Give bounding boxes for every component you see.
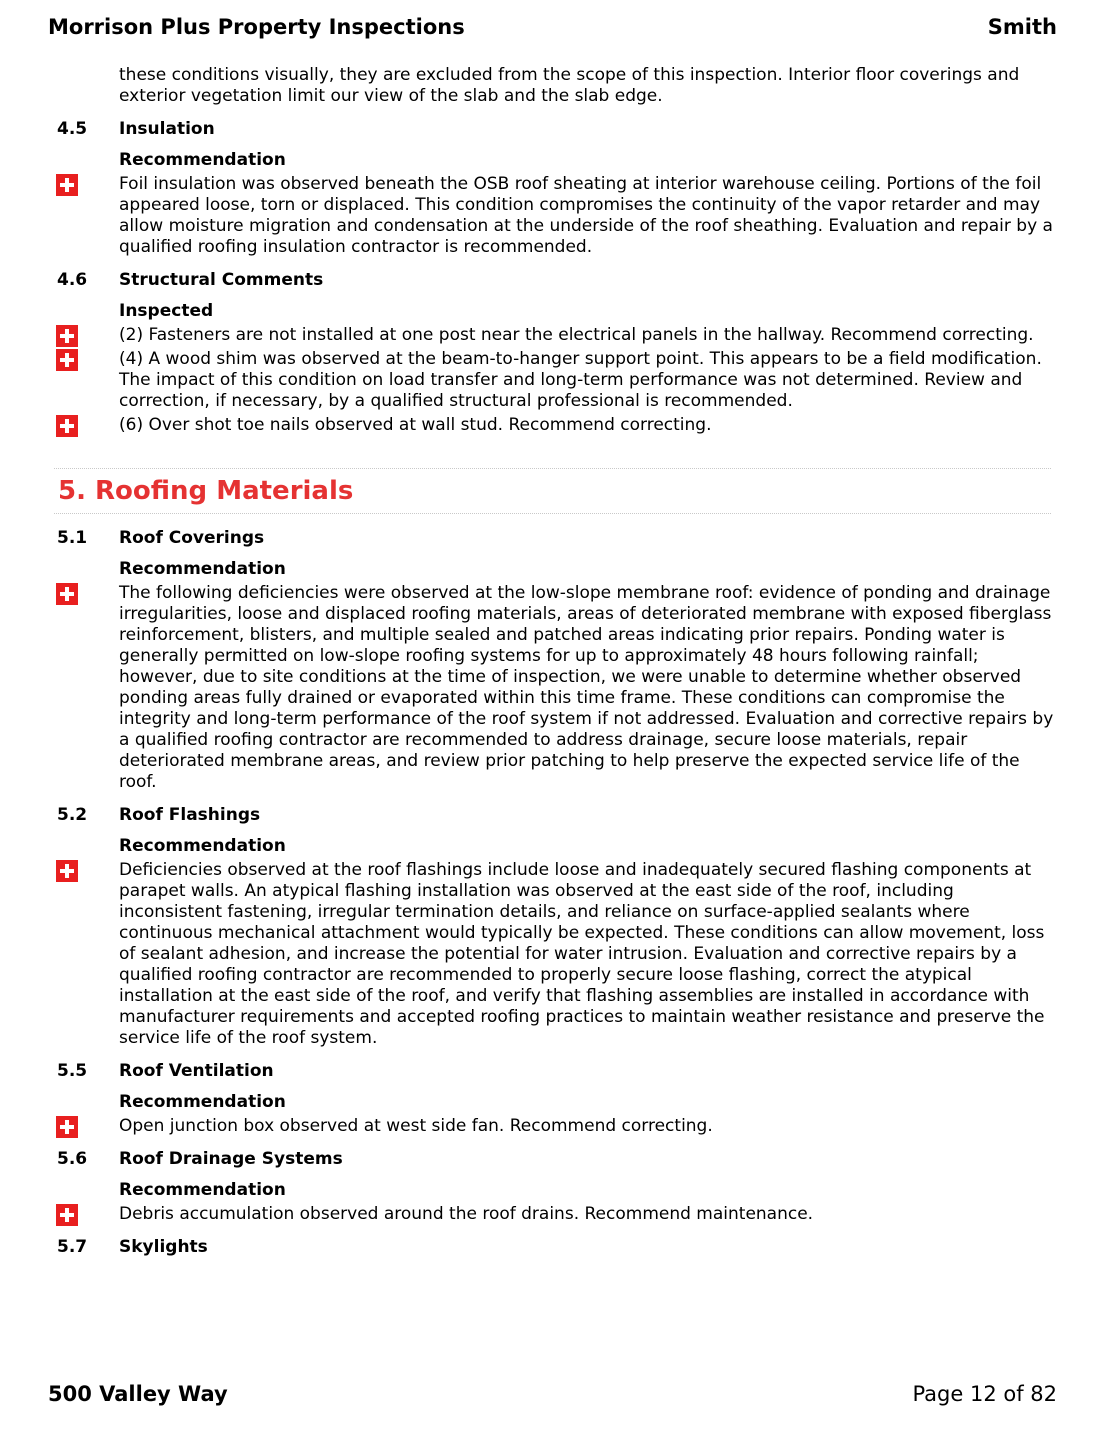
continued-paragraph: these conditions visually, they are excluded from the scope of this inspection. Interior floor coverings and exterior vegetation limit our view of the slab and the slab edge. (119, 65, 1020, 106)
finding-item (119, 583, 1059, 793)
subsection-number: 5.2 (57, 805, 88, 825)
subsection-number: 4.6 (57, 270, 88, 290)
subsection-5-6 (0, 1149, 1105, 1225)
finding-item (119, 1116, 1059, 1137)
subsection-title: Skylights (119, 1237, 208, 1257)
subsection-number: 5.1 (57, 528, 88, 548)
status-label: Inspected (119, 301, 214, 321)
page-header (48, 14, 1057, 40)
status-label: Recommendation (119, 150, 286, 170)
subsection-5-1 (0, 528, 1105, 793)
finding-text: Open junction box observed at west side fan. Recommend correcting. (119, 1116, 713, 1136)
subsection-number: 5.5 (57, 1061, 88, 1081)
subsection-title: Insulation (119, 119, 215, 139)
subsection-heading (0, 1061, 1105, 1082)
finding-text: Foil insulation was observed beneath the OSB roof sheating at interior warehouse ceiling. Portions of the foil appeared loose, torn or displaced. This condition compromises the continuity of the vapor retarder and may allow moisture migration and condensation at the underside of the roof sheathing. Evaluation and repair by a qualified roofing insulation contractor is recommended. (119, 174, 1053, 257)
status-label: Recommendation (119, 559, 286, 579)
finding-item (119, 860, 1059, 1049)
red-cross-flag-icon (56, 415, 78, 437)
finding-text: (2) Fasteners are not installed at one post near the electrical panels in the hallway. Recommend correcting. (119, 325, 1034, 345)
subsection-title: Roof Coverings (119, 528, 265, 548)
finding-item (119, 349, 1059, 412)
finding-text: Debris accumulation observed around the roof drains. Recommend maintenance. (119, 1204, 814, 1224)
finding-item (119, 415, 1059, 436)
client-name: Smith (987, 15, 1057, 39)
red-cross-flag-icon (56, 325, 78, 347)
red-cross-flag-icon (56, 174, 78, 196)
subsection-5-5 (0, 1061, 1105, 1137)
subsection-title: Roof Flashings (119, 805, 261, 825)
finding-item (119, 174, 1059, 258)
status-label: Recommendation (119, 1092, 286, 1112)
property-address: 500 Valley Way (48, 1382, 228, 1406)
subsection-heading (0, 270, 1105, 291)
subsection-heading (0, 119, 1105, 140)
subsection-5-7 (0, 1237, 1105, 1258)
subsection-heading (0, 1237, 1105, 1258)
subsection-heading (0, 1149, 1105, 1170)
subsection-title: Structural Comments (119, 270, 324, 290)
finding-text: (6) Over shot toe nails observed at wall stud. Recommend correcting. (119, 415, 712, 435)
subsection-number: 4.5 (57, 119, 88, 139)
page-footer (48, 1380, 1057, 1408)
company-name: Morrison Plus Property Inspections (48, 15, 465, 39)
page-number: Page 12 of 82 (912, 1382, 1057, 1406)
finding-text: (4) A wood shim was observed at the beam-to-hanger support point. This appears to be a field modification. The impact of this condition on load transfer and long-term performance was not determined. Review and correction, if necessary, by a qualified structural professional is recommended. (119, 349, 1042, 411)
subsection-4-5 (0, 119, 1105, 258)
red-cross-flag-icon (56, 583, 78, 605)
finding-text: Deficiencies observed at the roof flashings include loose and inadequately secured flashing components at parapet walls. An atypical flashing installation was observed at the east side of the roof, including inconsistent fastening, irregular termination details, and reliance on surface-applied sealants where continuous mechanical attachment would typically be expected. These conditions can allow movement, loss of sealant adhesion, and increase the potential for water intrusion. Evaluation and corrective repairs by a qualified roofing contractor are recommended to properly secure loose flashing, correct the atypical installation at the east side of the roof, and verify that flashing assemblies are installed in accordance with manufacturer requirements and accepted roofing practices to maintain weather resistance and preserve the service life of the roof system. (119, 860, 1045, 1048)
red-cross-flag-icon (56, 349, 78, 371)
subsection-title: Roof Drainage Systems (119, 1149, 343, 1169)
finding-item (119, 325, 1059, 346)
subsection-title: Roof Ventilation (119, 1061, 274, 1081)
subsection-heading (0, 528, 1105, 549)
subsection-number: 5.7 (57, 1237, 88, 1257)
subsection-number: 5.6 (57, 1149, 88, 1169)
status-label: Recommendation (119, 1180, 286, 1200)
red-cross-flag-icon (56, 1116, 78, 1138)
report-content (0, 65, 1105, 1258)
red-cross-flag-icon (56, 1204, 78, 1226)
red-cross-flag-icon (56, 860, 78, 882)
subsection-heading (0, 805, 1105, 826)
subsection-4-6 (0, 270, 1105, 436)
finding-text: The following deficiencies were observed at the low-slope membrane roof: evidence of ponding and drainage irregularities, loose and displaced roofing materials, areas of deteriorated membrane with exposed fiberglass reinforcement, blisters, and multiple sealed and patched areas indicating prior repairs. Ponding water is generally permitted on low-slope roofing systems for up to approximately 48 hours following rainfall; however, due to site conditions at the time of inspection, we were unable to determine whether observed ponding areas fully drained or evaporated within this time frame. These conditions can compromise the integrity and long-term performance of the roof system if not addressed. Evaluation and corrective repairs by a qualified roofing contractor are recommended to address drainage, secure loose materials, repair deteriorated membrane areas, and review prior patching to help preserve the expected service life of the roof. (119, 583, 1054, 792)
subsection-5-2 (0, 805, 1105, 1049)
section-title: 5. Roofing Materials (54, 468, 1051, 514)
finding-item (119, 1204, 1059, 1225)
status-label: Recommendation (119, 836, 286, 856)
